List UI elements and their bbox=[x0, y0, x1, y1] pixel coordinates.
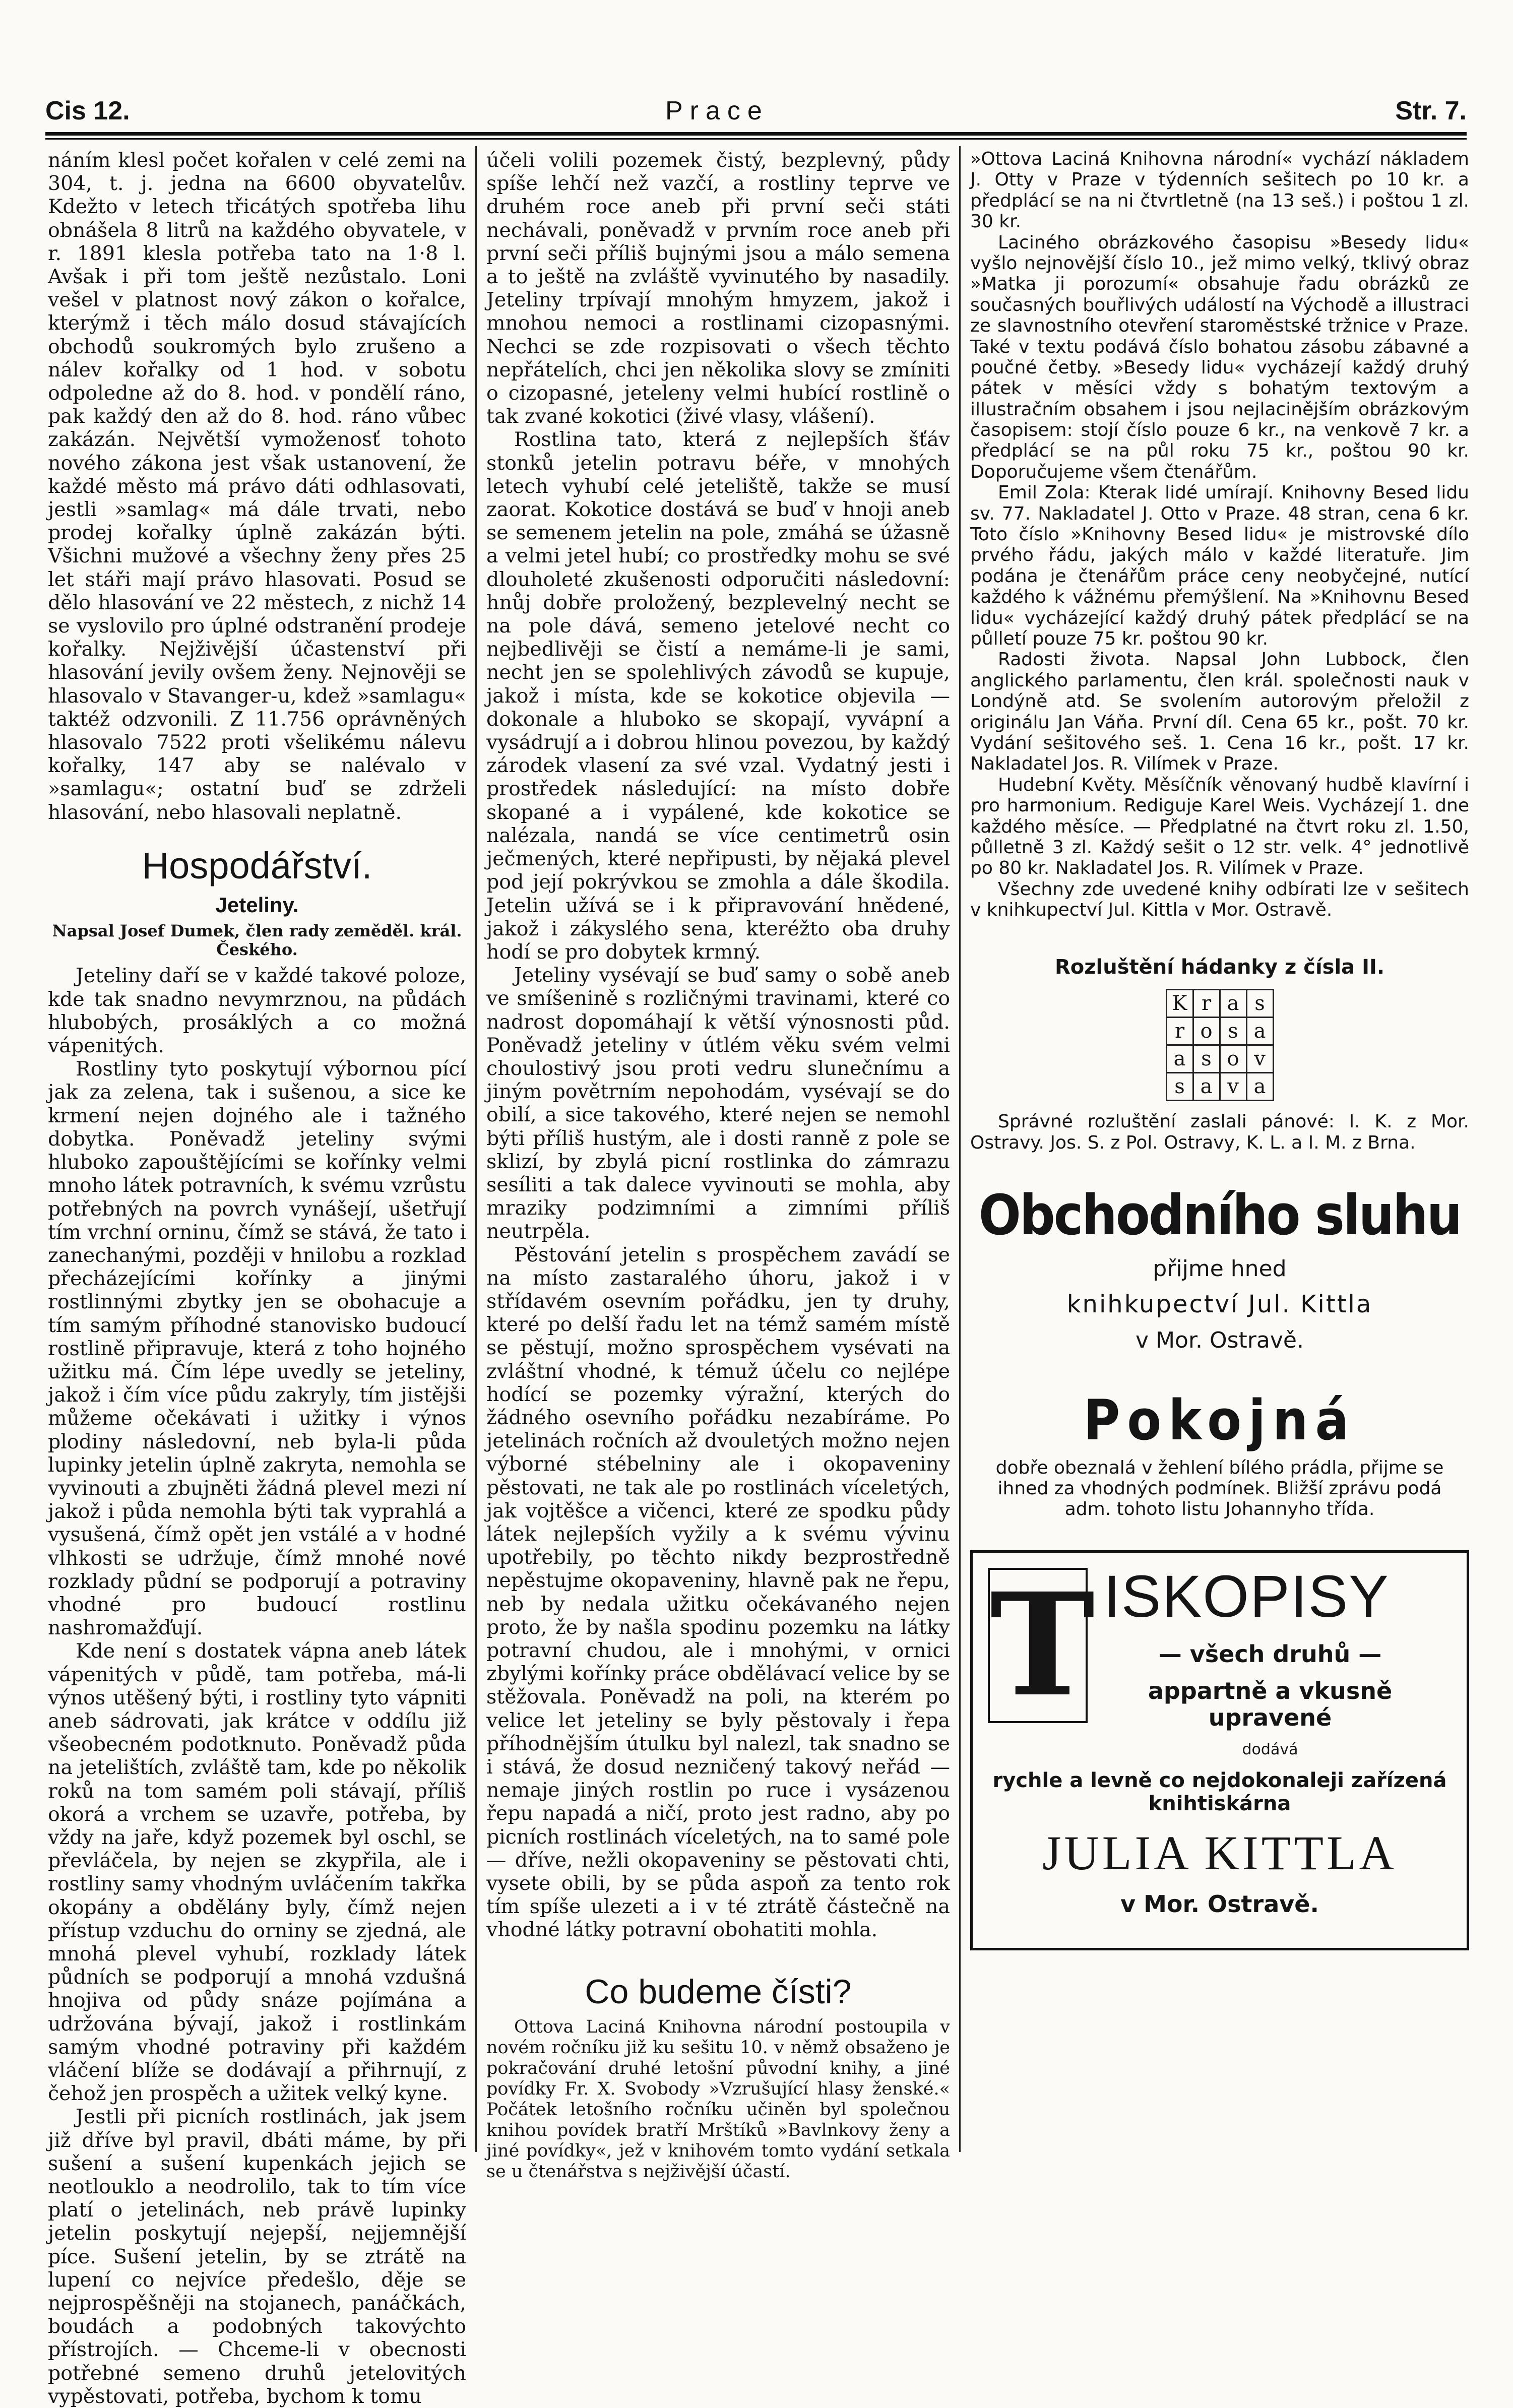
notice-paragraph: Laciného obrázkového časopisu »Besedy lidu« vyšlo nejnovější číslo 10., jež mimo velký, tklivý obraz »Matka ji porozumí« obsahuje řadu obrázků ze současných bouřlivých událostí na Východě a illustraci ze slavnostního otevření staroměstské tržnice v Praze. Také v textu podává číslo bohatou zásobu zábavné a poučné četby. »Besedy lidu« vycházejí každý druhý pátek v měsíci vždy s bohatým textovým a illustračním obsahem i jsou nejlacinějším obrázkovým časopisem: stojí číslo pouze 6 kr., na venkově 7 kr. a předplácí se na půl roku 75 kr., poštou 90 kr. Doporučujeme všem čtenářům. bbox=[970, 232, 1469, 482]
article-paragraph: Rostliny tyto poskytují výbornou pící jak za zelena, tak i sušenou, a sice ke krmení nejen dojného ale i tažného dobytka. Poněvadž jeteliny svými hluboko zapouštějícími se kořínky velmi mnoho látek potravních, k svému vzrůstu potřebných na povrch vynášejí, ušetřují tím vrchní orninu, čímž se stává, že tato i zanechanými, později v hnilobu a rozklad přecházejícími kořínky a jinými rostlinnými zbytky jen se obohacuje a tím samým příhodné stanovisko budoucí rostlině připravuje, která z toho hojného užitku má. Čím lépe uvedly se jeteliny, jakož i čím více půdu zakryly, tím jistějši můžeme očekávati i užitky i výnos plodiny následovní, neb byla-li půda lupinky jetelin úplně zakryta, nemohla se vyvinouti a zbujněti žádná plevel mezi ní jakož i půda nemohla býti tak vyprahlá a vysušená, čímž opět jen vstálé a v hodné vlhkosti se udržuje, čímž mnohé nové rozklady půdní se podporují a potraviny vhodné pro budoucí rostlinu nashromažďují. bbox=[48, 1057, 466, 1640]
puzzle-cell: r bbox=[1166, 1018, 1193, 1045]
puzzle-row bbox=[1166, 1018, 1273, 1045]
puzzle-cell: v bbox=[1246, 1045, 1273, 1073]
puzzle-cell: s bbox=[1246, 990, 1273, 1018]
article-text-alcohol: náním klesl počet kořalen v celé zemi na 304, t. j. jedna na 6600 obyvatelův. Kdežto v letech třicátých spotřeba lihu obnášela 8 litrů na každého obyvatele, v r. 1891 klesla potřeba tato na 1·8 l. Avšak i při tom ještě nezůstalo. Loni vešel v platnost nový zákon o kořalce, kterýmž i těch málo dosud stávajících obchodů soukromých bylo zrušeno a nálev kořalky od 1 hod. v sobotu odpoledne až do 8. hod. v pondělí ráno, pak každý den až do 8. hod. ráno vůbec zakázán. Největší vymoženosť tohoto nového zákona jest však ustanovení, že každé město má právo dáti odhlasovati, jestli »samlag« má dále trvati, nebo prodej kořalky úplně zakázán býti. Všichni mužové a všechny ženy přes 25 let stáři mají právo hlasovati. Posud se dělo hlasování ve 22 městech, z nichž 14 se vyslovilo pro úplné odstranění prodeje kořalky. Nejživější účastenství při hlasování jevily ovšem ženy. Nejnověji se hlasovalo v Stavanger-u, kdež »samlagu« taktéž odzvonili. Z 11.756 oprávněných hlasovalo 7522 proti všelikému nálevu kořalky, 147 aby se nalévalo v »samlagu«; ostatní buď se zdrželi hlasování, nebo hlasovali neplatně. bbox=[48, 149, 466, 824]
ad-printing-line: rychle a levně co nejdokonaleji zařízená knihtiskárna bbox=[992, 1768, 1447, 1815]
page-header bbox=[45, 91, 1467, 131]
puzzle-cell: a bbox=[1246, 1018, 1273, 1045]
puzzle-cell: v bbox=[1220, 1073, 1246, 1101]
ad-servant-line: v Mor. Ostravě. bbox=[1136, 1327, 1304, 1353]
reading-paragraph: Ottova Laciná Knihovna národní postoupila v novém ročníku již ku sešitu 10. v němž obsaženo je pokračování druhé letošní původní knihy, a jiné povídky Fr. X. Svobody »Vzrušující hlasy ženské.« Počátek letošního ročníku učiněn byl společnou knihou povídek bratří Mrštíků »Bavlnkovy ženy a jiné povídky«, jež v knihovém tomto vydání setkala se u čtenářstva s nejživější účastí. bbox=[486, 2017, 950, 2182]
ad-printing-line: appartně a vkusně upravené bbox=[1148, 1677, 1393, 1732]
puzzle-cell: r bbox=[1193, 990, 1220, 1018]
notice-paragraph: Hudební Květy. Měsíčník věnovaný hudbě klavírní i pro harmonium. Rediguje Karel Weis. Vycházejí 1. dne každého měsíce. — Předplatné na čtvrt roku zl. 1.50, půlletně 3 zl. Každý sešit o 12 str. velk. 4° jednotlivě po 80 kr. Nakladatel Jos. R. Vilímek v Praze. bbox=[970, 774, 1469, 879]
puzzle-cell: s bbox=[1193, 1045, 1220, 1073]
article-paragraph: účeli volili pozemek čistý, bezplevný, půdy spíše lehčí než vazčí, a rostliny teprve ve druhém roce aneb při první seči státi nechávali, poněvadž v prvním roce aneb při první seči příliš bujnými jsou a málo semena a to ještě na zvláště vyvinutého by nasadily. Jeteliny trpívají mnohým hmyzem, jakož i mnohou nemoci a rostlinami cizopasnými. Nechci se zde rozpisovati o všech těchto nepřátelích, chci jen několika slovy se zmíniti o cizopasné, jeteleny velmi hubící rostlině o tak zvané kokotici (živé vlasy, vlášení). bbox=[486, 149, 950, 428]
ad-printing-line: — všech druhů — bbox=[1158, 1640, 1382, 1668]
ad-maid-text: dobře obeznalá v žehlení bílého prádla, přijme se ihned za vhodných podmínek. Bližší zprávu podá adm. tohoto listu Johannyho třída. bbox=[995, 1457, 1444, 1520]
puzzle-cell: o bbox=[1220, 1045, 1246, 1073]
puzzle-title: Rozluštění hádanky z čísla II. bbox=[1054, 956, 1385, 979]
ad-servant bbox=[970, 1183, 1469, 1353]
article-paragraph: Pěstování jetelin s prospěchem zavádí se na místo zastaralého úhoru, jakož i v střídavém osevním pořádku, jen ty druhy, které po delší řadu let na témž samém místě se pěstují, možno sprospěchem vysévati na zvláštní vhodné, k témuž účelu co nejlépe hodící se pozemky výražní, kterých do žádného osevního pořádku nezabíráme. Po jetelinách ročních až dvouletých možno nejen výborné stébelniny ale i okopaveniny pěstovati, ne tak ale po rostlinách víceletých, jak vojtěšce a vičenci, které ze spodku půdy látek nejlepších vyžily a k svému vývinu upotřebily, po těchto nikdy bezprostředně nepěstujme okopaveniny, hlavně pak ne řepu, neb by nedala užitku očekávaného nejen proto, že by našla spodinu pozemku na látky potravní chudou, ale i mnohými, v ornici zbylými kořínky práce obdělávací velice by se stěžovala. Poněvadž na poli, na kterém po velice let jeteliny se byly pěstovaly i řepa příhodnějším útulku byl nalezl, tak snadno se i stává, že dosud nezničený takový neřád — nemaje jiných rostlin po ruce i vysázenou řepu napadá a ničí, proto jest radno, aby po picních rostlinách víceletých, na to samé pole — dříve, nežli okopaveniny se pěstovati chti, vysete obili, by se půda aspoň za tento rok tím spíše ulezeti a i v té ztrátě částečně na vhodné látky potravní obohatiti mohla. bbox=[486, 1243, 950, 1942]
page-number: Str. 7. bbox=[1395, 96, 1467, 125]
puzzle-cell: K bbox=[1166, 990, 1193, 1018]
newspaper-title: Prace bbox=[665, 96, 769, 125]
notice-paragraph: »Ottova Laciná Knihovna národní« vychází nákladem J. Otty v Praze v týdenních sešitech po 10 kr. a předplácí se na ni čtvrtletně (na 13 seš.) i poštou 1 zl. 30 kr. bbox=[970, 149, 1469, 232]
reading-heading: Co budeme čísti? bbox=[585, 1972, 852, 2011]
header-rule bbox=[45, 132, 1467, 136]
ad-printing bbox=[970, 1550, 1469, 1950]
column-2 bbox=[486, 149, 950, 2182]
puzzle-row bbox=[1166, 990, 1273, 1018]
puzzle-cell: a bbox=[1193, 1073, 1220, 1101]
column-3 bbox=[970, 149, 1469, 1950]
initial-letter: T bbox=[988, 1568, 1088, 1723]
puzzle-grid bbox=[1166, 989, 1274, 1101]
puzzle-cell: s bbox=[1220, 1018, 1246, 1045]
ad-printing-line: dodává bbox=[1242, 1741, 1298, 1759]
issue-number: Cis 12. bbox=[45, 96, 130, 125]
notice-paragraph: Emil Zola: Kterak lidé umírají. Knihovny Besed lidu sv. 77. Nakladatel J. Otto v Praze. 48 stran, cena 6 kr. Toto číslo »Knihovny Besed lidu« je mistrovské dílo prvého řádu, jakých málo v každé literatuře. Jim podána je čtenářům práce ceny neobyčejné, nutící každého k vážnému přemýšlení. Na »Knihovnu Besed lidu« vycházející každý druhý pátek předplácí se na půlletí pouze 75 kr. poštou 90 kr. bbox=[970, 482, 1469, 649]
article-paragraph: Jestli při picních rostlinách, jak jsem již dříve byl pravil, dbáti máme, by při sušení a sušení kupenkách jejich se neotlouklo a neodrolilo, tak to tím více platí o jetelinách, neb právě lupinky jetelin poskytují nejepší, nejjemnější píce. Sušení jetelin, by se ztrátě na lupení co nejvíce předešlo, děje se nejprospěšněji na stojanech, panáčkách, boudách a podobných takovýchto přístrojích. — Chceme-li v obecnosti potřebné semeno druhů jetelovitých vypěstovati, potřeba, bychom k tomu bbox=[48, 2105, 466, 2408]
notice-paragraph: Všechny zde uvedené knihy odbírati lze v sešitech v knihkupectví Jul. Kittla v Mor. Ostravě. bbox=[970, 878, 1469, 921]
ad-servant-title: Obchodního sluhu bbox=[978, 1183, 1461, 1248]
header-rule-thin bbox=[45, 138, 1467, 140]
section-title: Hospodářství. bbox=[142, 844, 372, 886]
ad-printing-name: JULIA KITTLA bbox=[1042, 1825, 1397, 1880]
article-paragraph: Kde není s dostatek vápna aneb látek vápenitých v půdě, tam potřeba, má-li výnos utěšený býti, i rostliny tyto vápniti aneb sádrovati, jak krátce v oddílu již všeobecném podotknuto. Poněvadž půda na jetelištích, zvláště tam, kde po několik roků na tom samém poli stávají, příliš okorá a vrchem se uzavře, potřeba, by vždy na jaře, když pozemek byl oschl, se převláčela, by nejen se zkypřila, ale i rostliny samy vhodným uvláčením takřka okopány a obdělány byly, čímž nejen přístup vzduchu do orniny se zjedná, ale mnohá plevel vyhubí, rozklady látek půdních se podporují a mnohá vzdušná hnojiva od půdy snáze pojímána a udržována bývají, jakož i rostlinkám samým vhodné potraviny při každém vláčení blíže se dodávají a přihrnují, z čehož jen prospěch a užitek velký kyne. bbox=[48, 1639, 466, 2106]
column-divider-2 bbox=[959, 146, 961, 2152]
article-paragraph: Rostlina tato, která z nejlepších šťáv stonků jetelin potravu béře, v mnohých letech vyhubí celé jeteliště, takže se musí zaorat. Kokotice dostává se buď v hnoji aneb se semenem jetelin na pole, zmáhá se úžasně a velmi jetel hubí; co prostředky mohu se své dlouholeté zkušenosti odporučiti následovní: hnůj dobře proložený, bezplevelný necht se na pole dává, semeno jetelové necht co nejbedlivěji se čistí a nemáme-li je sami, necht jen se spolehlivých závodů se kupuje, jakož i místa, kde se kokotice objevila — dokonale a hluboko se skopají, vyvápní a vysádrují a i dobrou hlinou povezou, by každý zárodek vlasení za své vzal. Vydatný jesti i prostředek následující: na místo dobře skopané a i vypálené, kde kokotice se nalézala, nandá se více centimetrů osin ječmených, které nepřipusti, by nějaká plevel pod její pokrývkou se zmohla a dále škodila. Jetelin užívá se i k připravování hnědené, jakož i zákyslého sena, kteréžto oba druhy hodí se pro dobytek krmný. bbox=[486, 428, 950, 964]
notice-paragraph: Radosti života. Napsal John Lubbock, člen anglického parlamentu, člen král. společnosti nauk v Londýně atd. Se svolením autorovým přeložil z originálu Jan Váňa. První díl. Cena 65 kr., pošt. 70 kr. Vydání sešitového seš. 1. Cena 16 kr., pošt. 17 kr. Nakladatel Jos. R. Vilímek v Praze. bbox=[970, 649, 1469, 775]
ad-servant-line: knihkupectví Jul. Kittla bbox=[1066, 1290, 1373, 1319]
article-title: Jeteliny. bbox=[215, 893, 299, 917]
puzzle-cell: o bbox=[1193, 1018, 1220, 1045]
article-paragraph: Jeteliny vysévají se buď samy o sobě aneb ve smíšenině s rozličnými travinami, které co nadrost dopomáhají k větší výnosnosti půd. Poněvadž jeteliny v útlém věku svém velmi choulostivý jsou proti vedru slunečnímu a jiným povětrním nepohodám, vysévají se do obilí, a sice takového, které nejen se nemohl býti příliš hustým, ale i dosti ranně z pole se sklizí, by zbylá picní rostlinka do zámrazu sesíliti a tak dalece vyvinouti se mohla, aby mraziky podzimními a zimními příliš neutrpěla. bbox=[486, 964, 950, 1243]
ad-maid bbox=[970, 1388, 1469, 1520]
article-paragraph: Jeteliny daří se v každé takové poloze, kde tak snadno nevymrznou, na půdách hlubobých, prosáklých a co možná vápenitých. bbox=[48, 964, 466, 1058]
column-divider-1 bbox=[475, 146, 477, 2152]
puzzle-cell: a bbox=[1166, 1045, 1193, 1073]
puzzle-row bbox=[1166, 1045, 1273, 1073]
article-byline: Napsal Josef Dumek, člen rady zeměděl. král. Českého. bbox=[52, 921, 462, 960]
column-1 bbox=[48, 149, 466, 2408]
puzzle-cell: a bbox=[1220, 990, 1246, 1018]
ad-printing-place: v Mor. Ostravě. bbox=[1120, 1890, 1319, 1918]
ad-maid-title: Pokojná bbox=[1083, 1388, 1356, 1453]
puzzle-cell: s bbox=[1166, 1073, 1193, 1101]
puzzle-solvers: Správné rozluštění zaslali pánové: I. K. z Mor. Ostravy. Jos. S. z Pol. Ostravy, K. L. a I. M. z Brna. bbox=[970, 1111, 1469, 1153]
ad-servant-line: přijme hned bbox=[1153, 1255, 1287, 1282]
puzzle-cell: a bbox=[1246, 1073, 1273, 1101]
ad-printing-title: ISKOPISY bbox=[1104, 1563, 1390, 1630]
puzzle-row bbox=[1166, 1073, 1273, 1101]
